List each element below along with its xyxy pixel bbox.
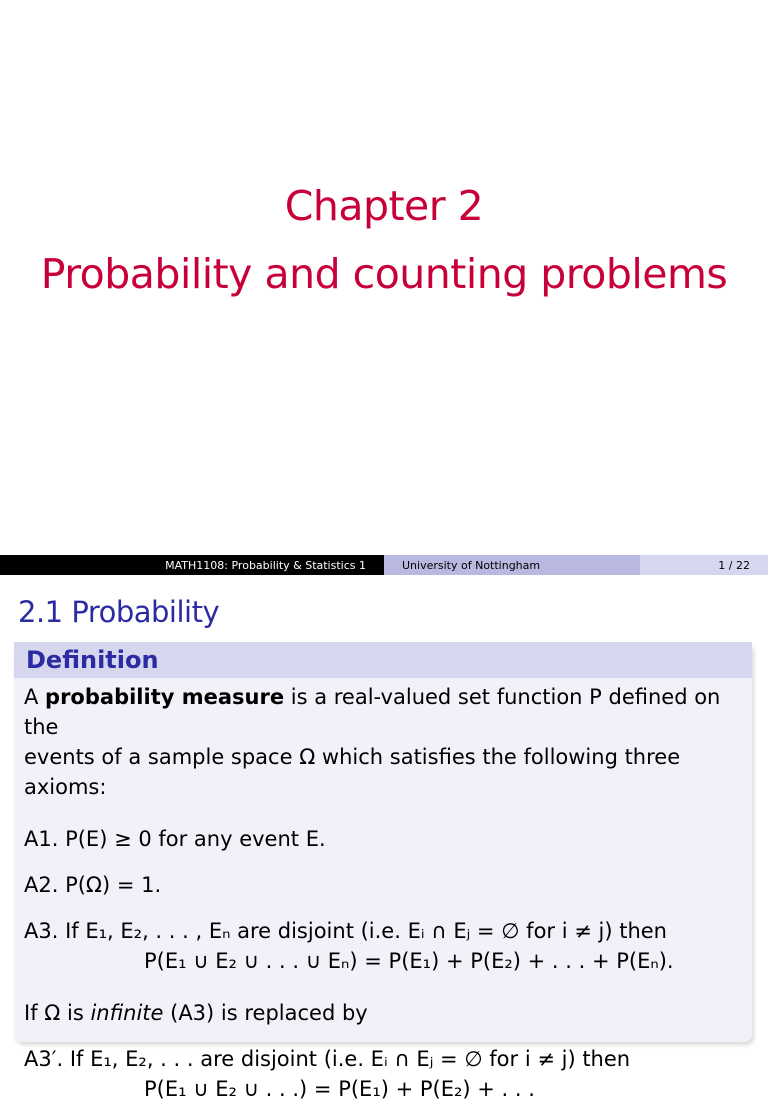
probability-slide [0, 575, 768, 1101]
slide-footer [0, 555, 768, 575]
axiom-a1: A1. P(E) ≥ 0 for any event E. [24, 827, 326, 851]
section-title: 2.1 Probability [18, 595, 220, 629]
axiom-a2: A2. P(Ω) = 1. [24, 873, 162, 897]
axiom-a3-prime-formula: P(E₁ ∪ E₂ ∪ . . .) = P(E₁) + P(E₂) + . . . [144, 1077, 535, 1101]
definition-intro: A probability measure is a real-valued set function P defined on the [24, 685, 721, 739]
chapter-subtitle: Probability and counting problems [40, 250, 728, 298]
axiom-a3-prime: A3′. If E₁, E₂, . . . are disjoint (i.e. Eᵢ ∩ Eⱼ = ∅ for i ≠ j) then [24, 1047, 631, 1071]
axiom-a3: A3. If E₁, E₂, . . . , Eₙ are disjoint (i.e. Eᵢ ∩ Eⱼ = ∅ for i ≠ j) then [24, 919, 667, 943]
definition-box [14, 642, 752, 1101]
chapter-title: Chapter 2 [284, 182, 484, 230]
key-term: probability measure [45, 685, 285, 709]
footer-page-number: 1 / 22 [640, 555, 768, 575]
definition-header: Definition [14, 642, 752, 678]
axiom-a3-formula: P(E₁ ∪ E₂ ∪ . . . ∪ Eₙ) = P(E₁) + P(E₂) + . . . + P(Eₙ). [144, 949, 674, 973]
infinite-note: If Ω is infinite (A3) is replaced by [24, 1001, 368, 1025]
definition-body [14, 678, 752, 1104]
footer-course: MATH1108: Probability & Statistics 1 [0, 555, 384, 575]
footer-institution: University of Nottingham [384, 555, 640, 575]
definition-intro-line2: events of a sample space Ω which satisfies the following three axioms: [24, 745, 681, 799]
